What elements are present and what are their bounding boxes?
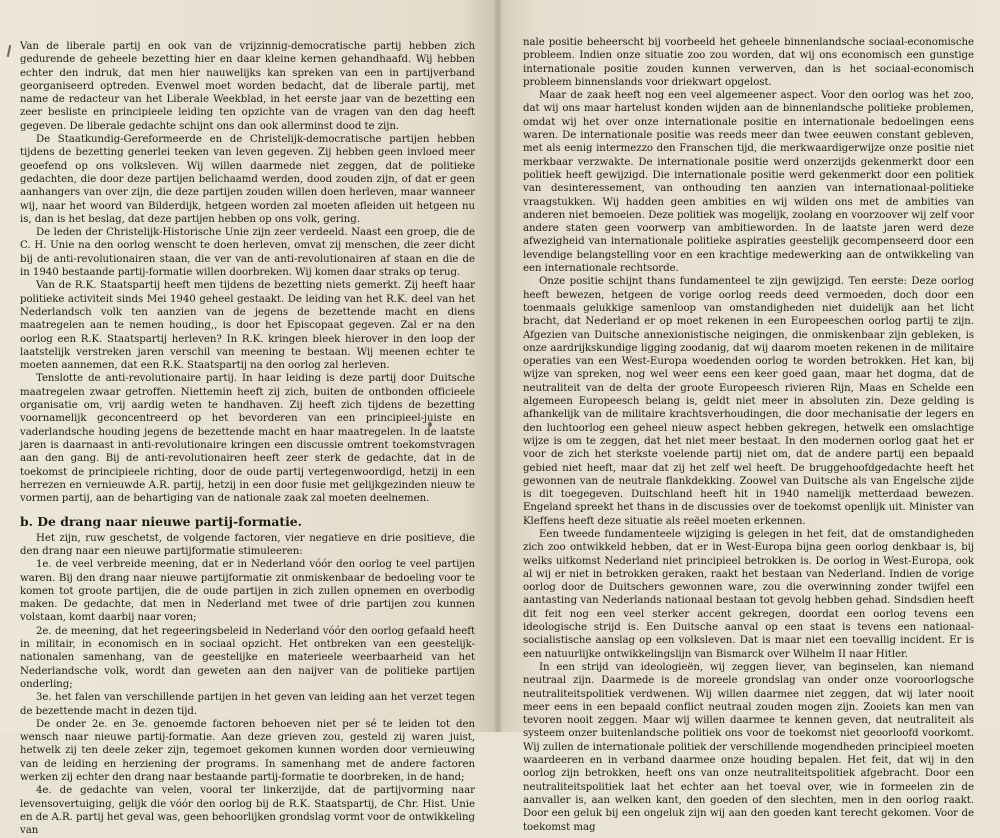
- paragraph: De onder 2e. en 3e. genoemde factoren behoeven niet per sé te leiden tot den wensch naar nieuwe partij-formatie. Aan deze grieven zou, gesteld zij waren juist, hetwelk zij ten deele zeker zijn, tegemoet gekomen kunnen worden door vernieuwing van de leiding en herziening der programs. In samenhang met de andere factoren werken zij echter den drang naar bestaande partij-formatie te doorbreken, in de hand;: [20, 718, 475, 784]
- right-page-text-column: [523, 36, 974, 834]
- left-page: [0, 0, 493, 837]
- right-page: [503, 0, 1000, 833]
- paragraph: Een tweede fundamenteele wijziging is gelegen in het feit, dat de omstandigheden zich zoo ontwikkeld hebben, dat er in West-Europa bijna geen oorlog denkbaar is, bij welks uitkomst Nederland niet principieel betrokken is. De oorlog in West-Europa, ook al wij er niet in betrokken geraken, raakt het bestaan van Nederland. Indien de vorige oorlog door de Duitschers gewonnen ware, zou die overwinning zonder twijfel een aantasting van Nederlands nationaal bestaan tot gevolg hebben gehad. Sindsdien heeft dit feit nog een veel sterker accent gekregen, doordat een oorlog tevens een ideologische strijd is. Een Duitsche aanval op een staat is tevens een nationaal-socialistische aanslag op een volksleven. Dat is maar niet een toevallig incident. Er is een natuurlijke ontwikkelingslijn van Bismarck over Wilhelm II naar Hitler.: [523, 528, 974, 660]
- list-item: 4e. de gedachte van velen, vooral ter linkerzijde, dat de partijvorming naar levensovertuiging, gelijk die vóór den oorlog bij de R.K. Staatspartij, de Chr. Hist. Unie en de A.R. partij het geval was, geen behoorlijken grondslag vormt voor de ontwikkeling van: [20, 785, 475, 837]
- paragraph: Onze positie schijnt thans fundamenteel te zijn gewijzigd. Ten eerste: Deze oorlog heeft bewezen, hetgeen de vorige oorlog reeds deed vermoeden, doch door een toenmaals gelukkige samenloop van omstandigheden niet duidelijk aan het licht bracht, dat Nederland er op moet rekenen in een Europeeschen oorlog partij te zijn. Afgezien van Duitsche annexionistische neigingen, die onmiskenbaar zijn gebleken, is onze aardrijkskundige ligging zoodanig, dat wij daarom moeten rekenen in de militaire operaties van een West-Europa woedenden oorlog te worden betrokken. Het kan, bij wijze van spreken, nog wel weer eens een keer goed gaan, maar het dogma, dat de neutraliteit van de delta der groote Europeesch rivieren Rijn, Maas en Schelde een algemeen Europeesch belang is, geldt niet meer in absoluten zin. Deze gelding is afhankelijk van de militaire krachtsverhoudingen, die door mechanisatie der legers en den luchtoorlog een geheel nieuw aspect hebben gekregen, hetwelk een omslachtige wijze is om te zeggen, dat het niet meer bestaat. In den modernen oorlog gaat het er voor de zich het sterkste voelende partij niet om, dat de andere partij een bepaald gebied niet heeft, maar dat zij het zelf wel heeft. De bruggehoofdgedachte heeft het gewonnen van de neutrale flankdekking. Zoowel van Duitsche als van Engelsche zijde is dit toegegeven. Duitschland heeft hit in 1940 namelijk metterdaad bewezen. Engeland spreekt het thans in de discussies over de toekomst openlijk uit. Minister van Kleffens heeft deze situatie als reëel moeten erkennen.: [523, 276, 974, 527]
- section-heading: b. De drang naar nieuwe partij-formatie.: [20, 514, 302, 530]
- list-item: 2e. de meening, dat het regeeringsbeleid in Nederland vóór den oorlog gefaald heeft in militair, in economisch en in sociaal opzicht. Het ontbreken van een geestelijk-nationalen samenhang, van de geestelijke en materieele weerbaarheid van het Nederlandsche volk, wordt dan geweten aan den naijver van de politieke partijen onderling;: [20, 625, 475, 690]
- left-page-text-column: [20, 40, 475, 838]
- paragraph: Van de R.K. Staatspartij heeft men tijdens de bezetting niets gemerkt. Zij heeft haar politieke activiteit sinds Mei 1940 geheel gestaakt. De leiding van het R.K. deel van het Nederlandsch volk ten aanzien van de jegens de bezettende macht en diens maatregelen aan te nemen houding,, is door het Episcopaat gegeven. Zal er na den oorlog een R.K. Staatspartij herleven? In R.K. kringen bleek hierover in den loop der laatstelijk verstreken jaren verschil van meening te bestaan. Wij meenen echter te moeten aannemen, dat een R.K. Staatspartij na den oorlog zal herleven.: [20, 280, 475, 372]
- paragraph: De Staatkundig-Gereformeerde en de Christelijk-democratische partijen hebben tijdens de bezetting generlei teeken van leven gegeven. Zij hebben geen invloed meer geoefend op ons volksleven. Wij willen daarmede niet zeggen, dat de politieke gedachten, die door deze partijen belichaamd werden, dood zouden zijn, of dat er geen aanhangers van over zijn, die deze partijen zouden willen doen herleven, maar wanneer wij, naar het woord van Bilderdijk, hetgeen worden zal moeten afleiden uit hetgeen nu is, dan is het beslag, dat deze partijen hebben op ons volk, gering.: [20, 134, 475, 225]
- paragraph: nale positie beheerscht bij voorbeeld het geheele binnenlandsche sociaal-economische probleem. Indien onze situatie zoo zou worden, dat wij ons economisch een gunstige internationale positie zouden kunnen verwerven, dan is het sociaal-economisch probleem binnenslands voor driekwart opgelost.: [523, 37, 974, 88]
- paragraph: Maar de zaak heeft nog een veel algemeener aspect. Voor den oorlog was het zoo, dat wij ons maar hartelust konden wijden aan de binnenlandsche politieke problemen, omdat wij het over onze internationale positie en internationale bedoelingen eens waren. De internationale positie was reeds meer dan twee eeuwen constant gebleven, met als eenig intermezzo den Franschen tijd, die merkwaardigerwijze onze positie niet merkbaar verzwakte. De internationale positie werd onzerzijds gekenmerkt door een politiek heeft gewijzigd. Die internationale positie werd gekenmerkt door een politiek van desinteressement, van onthouding ten aanzien van internationaal-politieke vraagstukken. Wij hadden geen ambities en wij wilden ons met de ambities van anderen niet bemoeien. Deze politiek was mogelijk, zoolang en voorzoover wij zelf voor andere staten geen voorwerp van ambitieworden. In de laatste jaren werd deze afwezigheid van internationale politieke aspiraties geestelijk gecompenseerd door een levendige belangstelling voor en een krachtige medewerking aan de ontwikkeling van een internationale rechtsorde.: [523, 90, 974, 275]
- list-item: 3e. het falen van verschillende partijen in het geven van leiding aan het verzet tegen de bezettende macht in dezen tijd.: [20, 692, 475, 717]
- pen-mark: [7, 45, 11, 57]
- list-item: 1e. de veel verbreide meening, dat er in Nederland vóór den oorlog te veel partijen waren. Bij den drang naar nieuwe partijformatie zit onmiskenbaar de bedoeling voor te komen tot groote partijen, die de oude partijen in zich zullen opnemen en overbodig maken. De gedachte, dat men in Nederland met twee of drie partijen zou kunnen volstaan, komt daarbij naar voren;: [20, 559, 475, 624]
- paragraph: Van de liberale partij en ook van de vrijzinnig-democratische partij hebben zich gedurende de geheele bezetting hier en daar kleine kernen gehandhaafd. Wij hebben echter den indruk, dat men hier nauwelijks kan spreken van een in partijverband georganiseerd optreden. Evenwel moet worden bedacht, dat de liberale partij, met name de redacteur van het Liberale Weekblad, in het eerste jaar van de bezetting een zeer besliste en principieele leiding ten opzichte van de vragen van den dag heeft gegeven. De liberale gedachte schijnt ons dan ook allerminst dood te zijn.: [20, 41, 475, 132]
- paragraph: De leden der Christelijk-Historische Unie zijn zeer verdeeld. Naast een groep, die de C. H. Unie na den oorlog wenscht te doen herleven, omvat zij menschen, die zeer dicht bij de anti-revolutionairen staan, die ver van de anti-revolutionairen af staan en die de in 1940 bestaande partij-formatie willen doorbreken. Wij komen daar straks op terug.: [20, 227, 475, 279]
- book-gutter: [493, 0, 503, 732]
- paragraph: Tenslotte de anti-revolutionaire partij. In haar leiding is deze partij door Duitsche maatregelen zwaar getroffen. Niettemin heeft zij zich, buiten de ontbonden officieele organisatie om, vrij aardig weten te handhaven. Zij heeft zich tijdens de bezetting voornamelijk geconcentreerd op het bevorderen van een principieel-juiste en vaderlandsche houding jegens de bezettende macht en haar maatregelen. In de laatste jaren is daarnaast in anti-revolutionaire kringen een discussie omtrent toekomstvragen aan den gang. Bij de anti-revolutionairen heeft zeer sterk de gedachte, dat in de toekomst de principieele richting, door de oude partij vertegenwoordigd, hetzij in een herrezen en vernieuwde A.R. partij, hetzij in een door fusie met gelijkgezinden nieuw te vormen partij, aan de behartiging van de nationale zaak zal moeten deelnemen.: [20, 373, 475, 505]
- paragraph: Het zijn, ruw geschetst, de volgende factoren, vier negatieve en drie positieve, die den drang naar een nieuwe partijformatie stimuleeren:: [20, 532, 475, 557]
- paragraph: In een strijd van ideologieën, wij zeggen liever, van beginselen, kan niemand neutraal zijn. Daarmede is de moreele grondslag van onder onze vooroorlogsche neutraliteitspolitiek verdwenen. Wij willen daarmee niet zeggen, dat wij later nooit meer eens in een bepaald conflict neutraal zouden mogen zijn. Zooiets kan men van tevoren nooit zeggen. Maar wij willen daarmee te kennen geven, dat neutraliteit als systeem onzer buitenlandsche politiek ons voor de toekomst niet geoorloofd voorkomt. Wij zullen de internationale politiek der verschillende mogendheden principieel moeten waardeeren en in verband daarmee onze houding bepalen. Het feit, dat wij in den oorlog zijn betrokken, heeft ons van onze neutraliteitspolitiek afgebracht. Door een neutraliteitspolitiek laat het echter aan het toeval over, wie in formeelen zin de aanvaller is, aan welken kant, den goeden of den slechten, men in den oorlog raakt. Door een geluk bij een ongeluk zijn wij aan den goeden kant terecht gekomen. Voor de toekomst mag: [523, 661, 974, 833]
